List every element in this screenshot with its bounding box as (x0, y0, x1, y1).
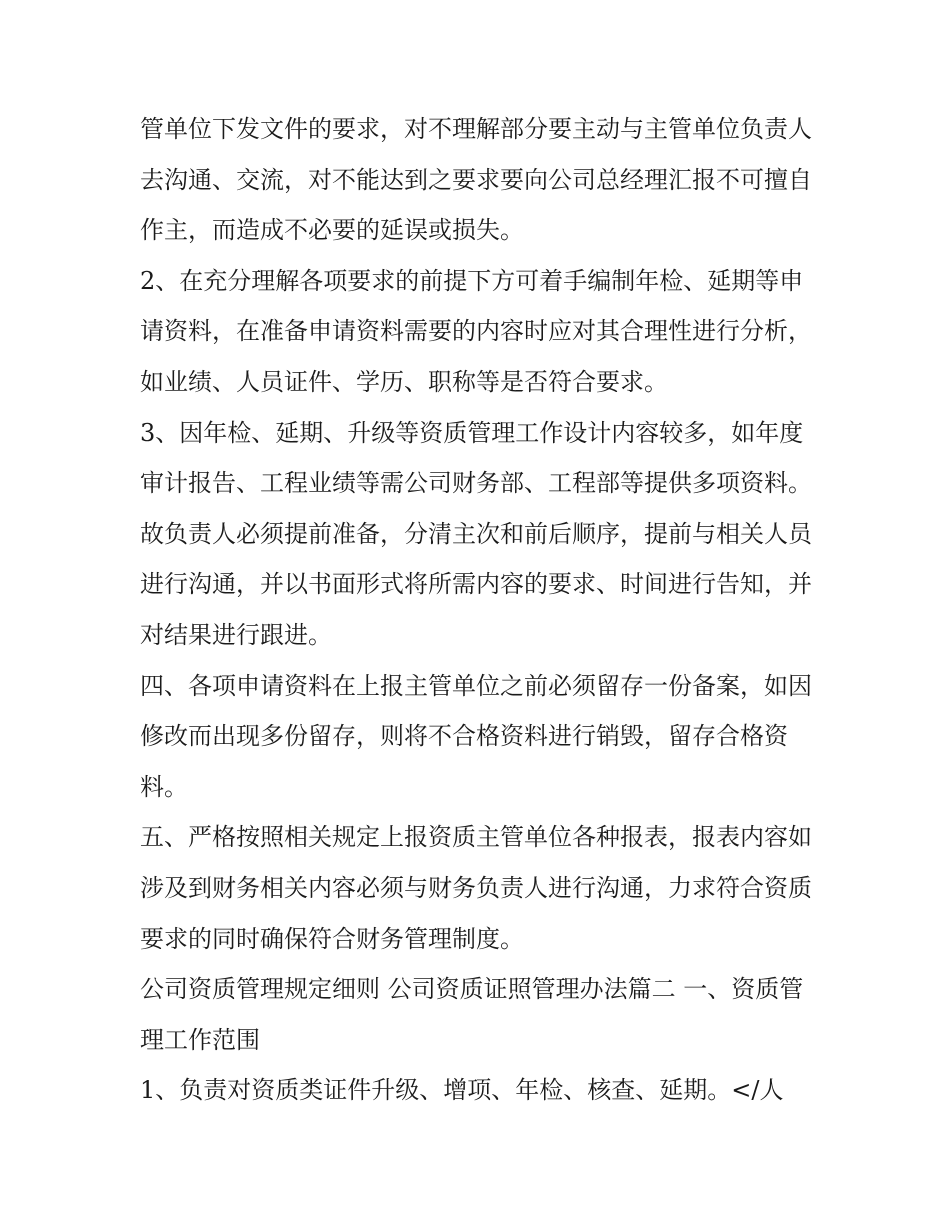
paragraph-item-1: 1、负责对资质类证件升级、增项、年检、核查、延期。</人 (140, 1076, 784, 1105)
paragraph-continuation: 管单位下发文件的要求，对不理解部分要主动与主管单位负责人去沟通、交流，对不能达到之要求要向公司总经理汇报不可擅自作主，而造成不必要的延误或损失。 (140, 115, 812, 245)
paragraph-item-3: 3、因年检、延期、升级等资质管理工作设计内容较多，如年度审计报告、工程业绩等需公司财务部、工程部等提供多项资料。故负责人必须提前准备，分清主次和前后顺序，提前与相关人员进行沟通，并以书面形式将所需内容的要求、时间进行告知，并对结果进行跟进。 (140, 418, 812, 649)
paragraph-section-4: 四、各项申请资料在上报主管单位之前必须留存一份备案，如因修改而出现多份留存，则将不合格资料进行销毁，留存合格资料。 (140, 671, 812, 801)
paragraph-section-5: 五、严格按照相关规定上报资质主管单位各种报表，报表内容如涉及到财务相关内容必须与财务负责人进行沟通，力求符合资质要求的同时确保符合财务管理制度。 (140, 823, 812, 953)
paragraph-item-2: 2、在充分理解各项要求的前提下方可着手编制年检、延期等申请资料，在准备申请资料需要的内容时应对其合理性进行分析，如业绩、人员证件、学历、职称等是否符合要求。 (140, 266, 812, 396)
section-heading: 公司资质管理规定细则 公司资质证照管理办法篇二 一、资质管理工作范围 (140, 975, 804, 1054)
document-body (140, 104, 820, 1116)
